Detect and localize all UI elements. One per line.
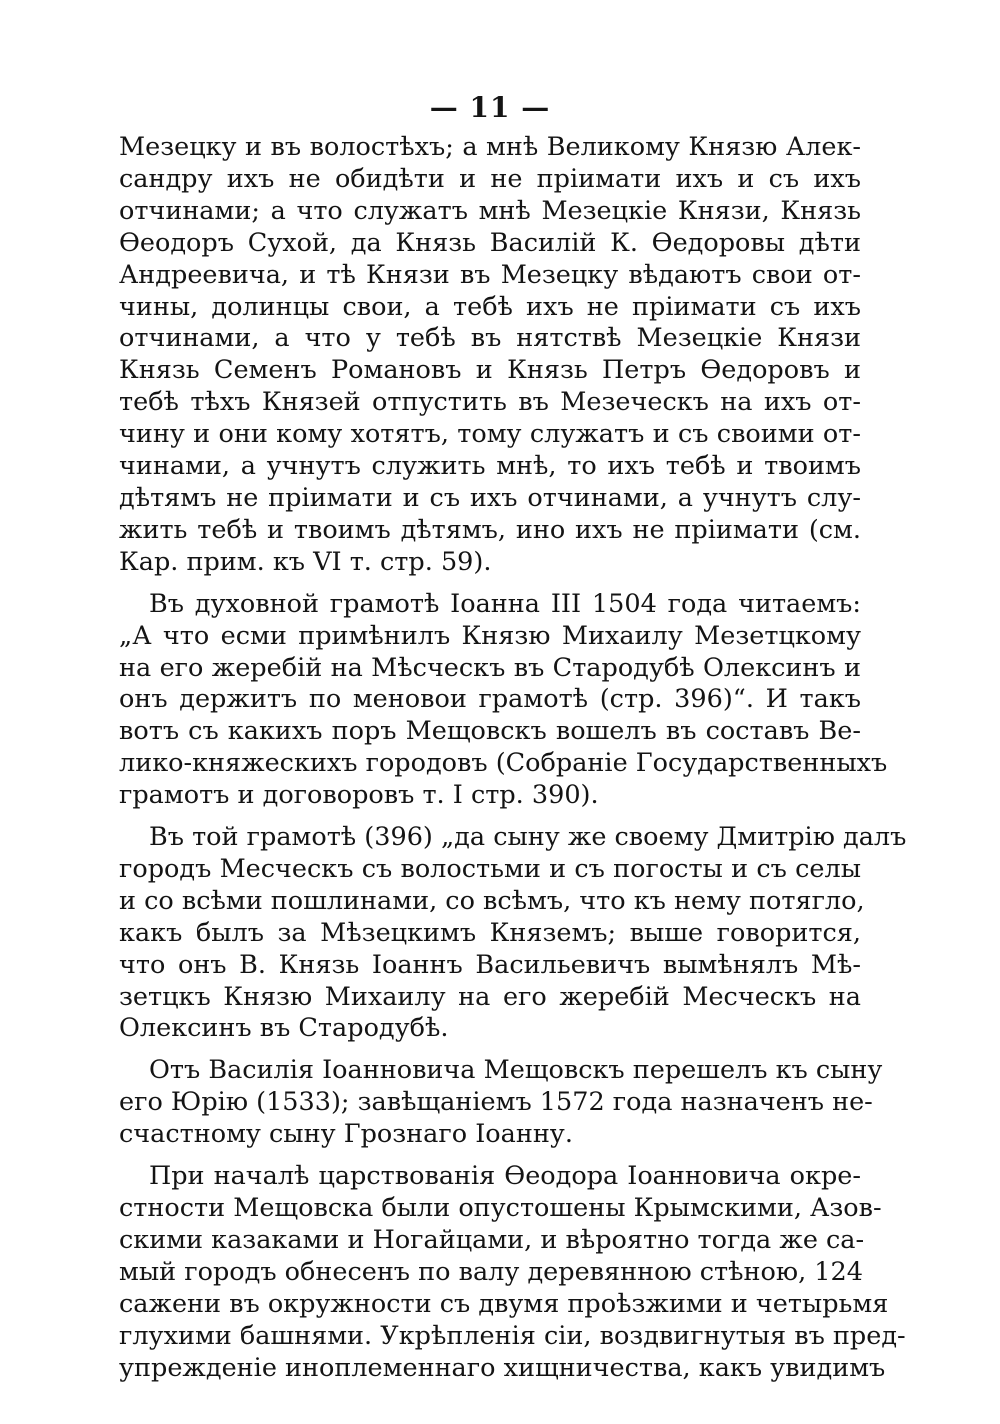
text-line: При началѣ царствованія Ѳеодора Іоанновича окре- [149,1161,861,1192]
text-line: скими казаками и Ногайцами, и вѣроятно тогда же са- [119,1224,865,1255]
paragraph-4 [119,1055,883,1151]
text-line: сажени въ окружности съ двумя проѣзжими и четырьмя [119,1288,889,1319]
text-line: тебѣ тѣхъ Князей отпустить въ Мезеческъ на ихъ от- [119,387,861,418]
text-line: Ѳеодоръ Сухой, да Князь Василій К. Ѳедоровы дѣти [119,227,861,258]
text-line: вотъ съ какихъ поръ Мещовскъ вошелъ въ составъ Ве- [119,716,861,747]
text-line: отчинами, а что у тебѣ въ нятствѣ Мезецкіе Князи [119,323,861,354]
text-line: глухими башнями. Укрѣпленія сіи, воздвигнутыя въ пред- [119,1320,906,1351]
paragraph-1 [119,132,861,579]
text-line: мый городъ обнесенъ по валу деревянною стѣною, 124 [119,1256,863,1287]
text-line: „А что есми примѣнилъ Князю Михаилу Мезетцкому [119,620,861,651]
text-line: сандру ихъ не обидѣти и не пріимати ихъ и съ ихъ [119,163,861,194]
page-number: — 11 — [429,91,551,124]
text-line: его Юрію (1533); завѣщаніемъ 1572 года назначенъ не- [119,1087,873,1118]
text-line: Въ духовной грамотѣ Іоанна III 1504 года читаемъ: [149,588,861,619]
text-line: счастному сыну Грознаго Іоанну. [119,1119,573,1150]
text-line: чину и они кому хотятъ, тому служатъ и съ своими от- [119,419,861,450]
text-line: Андреевича, и тѣ Князи въ Мезецку вѣдаютъ свои от- [119,259,861,290]
text-line: онъ держитъ по меновои грамотѣ (стр. 396)“. И такъ [119,684,861,715]
paragraph-3 [119,822,907,1045]
text-line: грамотъ и договоровъ т. I стр. 390). [119,780,599,811]
text-line: лико-княжескихъ городовъ (Собраніе Государственныхъ [119,748,888,779]
document-page [119,88,907,1394]
text-line: чины, долинцы свои, а тебѣ ихъ не пріимати съ ихъ [119,291,861,322]
paragraph-2 [119,588,888,812]
text-line: упрежденіе иноплеменнаго хищничества, какъ увидимъ [119,1352,886,1383]
text-line: отчинами; а что служатъ мнѣ Мезецкіе Князи, Князь [119,195,861,226]
text-line: Мезецку и въ волостѣхъ; а мнѣ Великому Князю Алек- [119,132,861,162]
text-line: Кар. прим. къ VI т. стр. 59). [119,546,492,577]
text-line: стности Мещовска были опустошены Крымскими, Азов- [119,1193,882,1223]
text-line: зетцкъ Князю Михаилу на его жеребій Месческъ на [119,981,861,1012]
text-line: и со всѣми пошлинами, со всѣмъ, что къ нему потягло, [119,885,865,916]
text-line: на его жеребій на Мѣсческъ въ Стародубѣ Олексинъ и [119,652,861,683]
text-line: городъ Месческъ съ волостьми и съ погосты и съ селы [119,853,861,884]
text-line: дѣтямъ не пріимати и съ ихъ отчинами, а учнутъ слу- [119,482,861,513]
text-line: Олексинъ въ Стародубѣ. [119,1013,449,1044]
text-line: жить тебѣ и твоимъ дѣтямъ, ино ихъ не пріимати (см. [119,514,861,545]
text-line: Отъ Василія Іоанновича Мещовскъ перешелъ къ сыну [149,1055,883,1086]
text-line: какъ былъ за Мѣзецкимъ Княземъ; выше говорится, [119,917,861,948]
text-line: что онъ В. Князь Іоаннъ Васильевичъ вымѣнялъ Мѣ- [119,949,861,980]
text-line: Князь Семенъ Романовъ и Князь Петръ Ѳедоровъ и [119,355,861,386]
paragraph-5 [119,1161,906,1384]
text-line: Въ той грамотѣ (396) „да сыну же своему Дмитрію далъ [149,822,907,853]
text-line: чинами, а учнутъ служить мнѣ, то ихъ тебѣ и твоимъ [119,451,861,482]
